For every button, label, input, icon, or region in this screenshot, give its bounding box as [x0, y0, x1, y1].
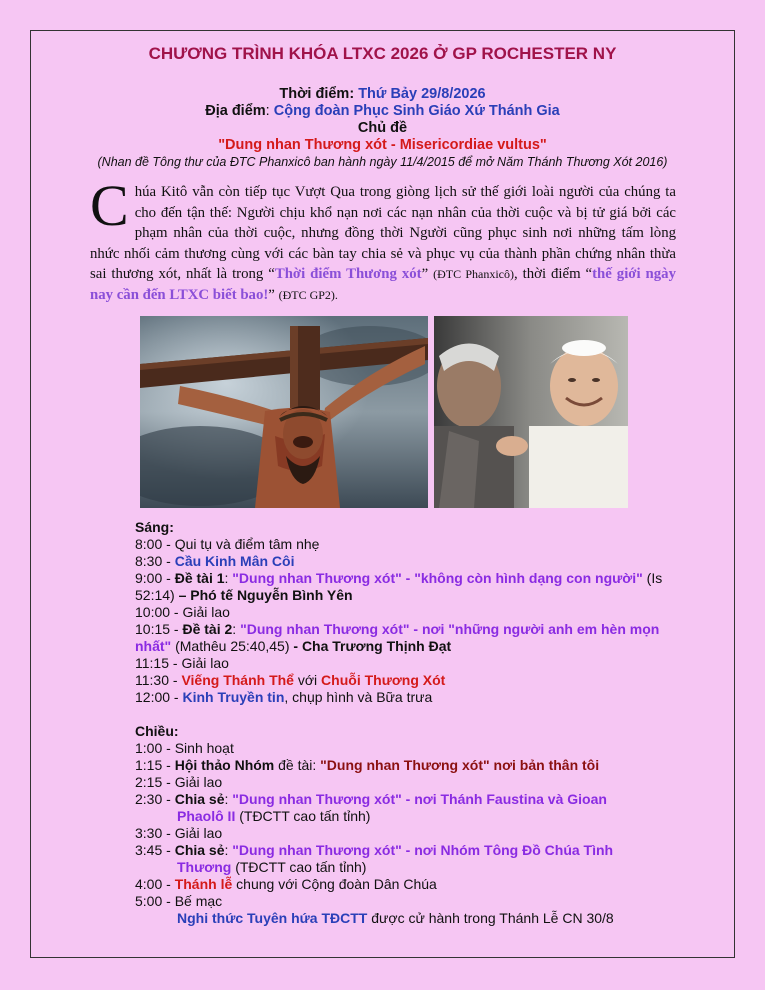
item-label: Chia sẻ — [174, 842, 225, 858]
item-text: Kinh Truyền tin — [182, 689, 285, 705]
schedule-item — [135, 689, 695, 706]
item-colon: : — [224, 791, 233, 807]
intro-highlight-1: Thời điểm Thương xót — [274, 266, 422, 282]
item-text: Giải lao — [174, 825, 223, 841]
item-time: 8:00 - — [135, 536, 175, 552]
item-time: 3:30 - — [135, 825, 175, 841]
item-text-2: Chuỗi Thương Xót — [321, 672, 446, 688]
item-time: 12:00 - — [135, 689, 183, 705]
intro-text-2: ” — [421, 266, 434, 282]
intro-text-4: ” — [268, 286, 279, 303]
item-rest: , chụp hình và Bữa trưa — [284, 689, 433, 705]
item-text: Sinh hoạt — [174, 740, 234, 756]
theme-label: Chủ đề — [357, 120, 408, 136]
item-theme: "Dung nhan Thương xót" - nơi Thánh Faustina và Gioan — [232, 791, 607, 807]
pope-photo — [434, 316, 628, 508]
item-time: 9:00 - — [135, 570, 175, 586]
schedule-item — [135, 757, 695, 774]
schedule-item — [135, 825, 695, 842]
item-time: 2:15 - — [135, 774, 175, 790]
item-time: 2:30 - — [135, 791, 175, 807]
morning-heading: Sáng: — [135, 519, 174, 535]
item-ref: (Is 52:14) — [135, 570, 663, 603]
intro-highlight-2: thế giới ngày nay cần đến LTXC biết bao! — [90, 266, 676, 303]
intro-text-1: húa Kitô vẫn còn tiếp tục Vượt Qua trong giòng lịch sử thế giới loài người của chúng ta cho đến tận thế: Người chịu khổ nạn nơi các nạn nhân của thời cuộc và bị tử giá bởi các phạm nhân của thời cuộc, nhưng đồng thời Người cũng phục sinh nơi những tấm lòng nhức nhối cảm thương cùng với các bàn tay chia sẻ và phục vụ của thành phần chứng nhân thừa sai thương xót, nhất là trong “ — [90, 184, 676, 282]
drop-cap: C — [90, 173, 129, 238]
item-rest: chung với Cộng đoàn Dân Chúa — [232, 876, 437, 892]
item-time: 11:30 - — [135, 672, 182, 688]
item-time: 5:00 - — [135, 893, 175, 909]
schedule-item — [135, 553, 695, 570]
item-time: 11:15 - — [135, 655, 182, 671]
item-text: Viếng Thánh Thể — [181, 672, 294, 688]
item-time: 10:15 - — [135, 621, 183, 637]
schedule-item — [135, 604, 695, 621]
theme-note: (Nhan đề Tông thư của ĐTC Phanxicô ban hành ngày 11/4/2015 để mở Năm Thánh Thương Xót 2016) — [97, 155, 668, 169]
item-text: Giải lao — [174, 774, 223, 790]
item-text: Giải lao — [182, 604, 230, 620]
schedule-item — [135, 570, 695, 604]
item-theme: "Dung nhan Thương xót" - "không còn hình dạng con người" — [232, 570, 643, 586]
item-time: 1:00 - — [135, 740, 175, 756]
place-line: Địa điểm: Cộng đoàn Phục Sinh Giáo Xứ Thánh Gia — [205, 103, 560, 119]
intro-source-2: (ĐTC GP2). — [278, 287, 338, 302]
time-label: Thời điểm: — [279, 86, 355, 102]
schedule-item — [135, 893, 695, 910]
place-value: Cộng đoàn Phục Sinh Giáo Xứ Thánh Gia — [273, 103, 560, 119]
time-line — [30, 86, 735, 103]
item-label: Đề tài 2 — [182, 621, 233, 637]
schedule-item — [135, 536, 695, 553]
intro-source-1: (ĐTC Phanxicô) — [433, 267, 514, 281]
item-text: Cầu Kinh Mân Côi — [174, 553, 295, 569]
item-text: Bế mạc — [174, 893, 223, 909]
schedule-item — [135, 876, 695, 893]
item-theme: "Dung nhan Thương xót" - nơi "những người anh em hèn mọn nhất" — [135, 621, 660, 654]
afternoon-heading: Chiều: — [135, 723, 179, 739]
item-speaker: - Cha Trương Thịnh Đạt — [293, 638, 452, 654]
crucifixion-photo — [140, 316, 428, 508]
schedule-item — [135, 774, 695, 791]
item-text: Giải lao — [181, 655, 229, 671]
item-colon: : — [232, 621, 241, 637]
item-text: Qui tụ và điểm tâm nhẹ — [174, 536, 320, 552]
intro-paragraph — [90, 173, 676, 305]
item-time: 3:45 - — [135, 842, 175, 858]
schedule-item — [135, 672, 695, 689]
intro-text-3: , thời điểm “ — [513, 266, 593, 282]
schedule — [135, 519, 695, 927]
item-theme: "Dung nhan Thương xót" - nơi Nhóm Tông Đồ Chúa Tình — [232, 842, 614, 858]
item-note: (TĐCTT cao tấn tỉnh) — [231, 859, 367, 875]
item-label: Đề tài 1 — [174, 570, 225, 586]
item-time: 4:00 - — [135, 876, 175, 892]
page-title: CHƯƠNG TRÌNH KHÓA LTXC 2026 Ở GP ROCHESTER NY — [148, 44, 617, 63]
item-theme-cont: Phaolô II — [177, 808, 236, 824]
item-colon: : — [224, 570, 233, 586]
item-colon: : — [224, 842, 233, 858]
place-label: Địa điểm — [205, 103, 266, 119]
schedule-item — [135, 791, 695, 808]
item-label: Chia sẻ — [174, 791, 225, 807]
item-mid: đề tài: — [274, 757, 321, 773]
schedule-item-continuation — [135, 910, 695, 927]
schedule-item-continuation — [135, 808, 695, 825]
time-value: Thứ Bảy 29/8/2026 — [358, 86, 486, 102]
item-time: 1:15 - — [135, 757, 175, 773]
schedule-item — [135, 740, 695, 757]
schedule-item — [135, 621, 695, 655]
item-mid: với — [293, 672, 322, 688]
item-note: (TĐCTT cao tấn tỉnh) — [235, 808, 371, 824]
item-theme: "Dung nhan Thương xót" nơi bản thân tôi — [320, 757, 600, 773]
item-text: Nghi thức Tuyên hứa TĐCTT — [177, 910, 368, 926]
item-time: 10:00 - — [135, 604, 183, 620]
item-text: Thánh lễ — [174, 876, 233, 892]
item-time: 8:30 - — [135, 553, 175, 569]
item-ref: (Mathêu 25:40,45) — [171, 638, 294, 654]
theme-value: "Dung nhan Thương xót - Misericordiae vultus" — [218, 137, 547, 153]
item-label: Hội thảo Nhóm — [174, 757, 275, 773]
schedule-item-continuation — [135, 859, 695, 876]
item-theme-cont: Thương — [177, 859, 232, 875]
schedule-item — [135, 655, 695, 672]
event-info — [30, 86, 735, 171]
schedule-item — [135, 842, 695, 859]
item-rest: được cử hành trong Thánh Lễ CN 30/8 — [367, 910, 614, 926]
item-speaker: – Phó tế Nguyễn Bình Yên — [178, 587, 353, 603]
